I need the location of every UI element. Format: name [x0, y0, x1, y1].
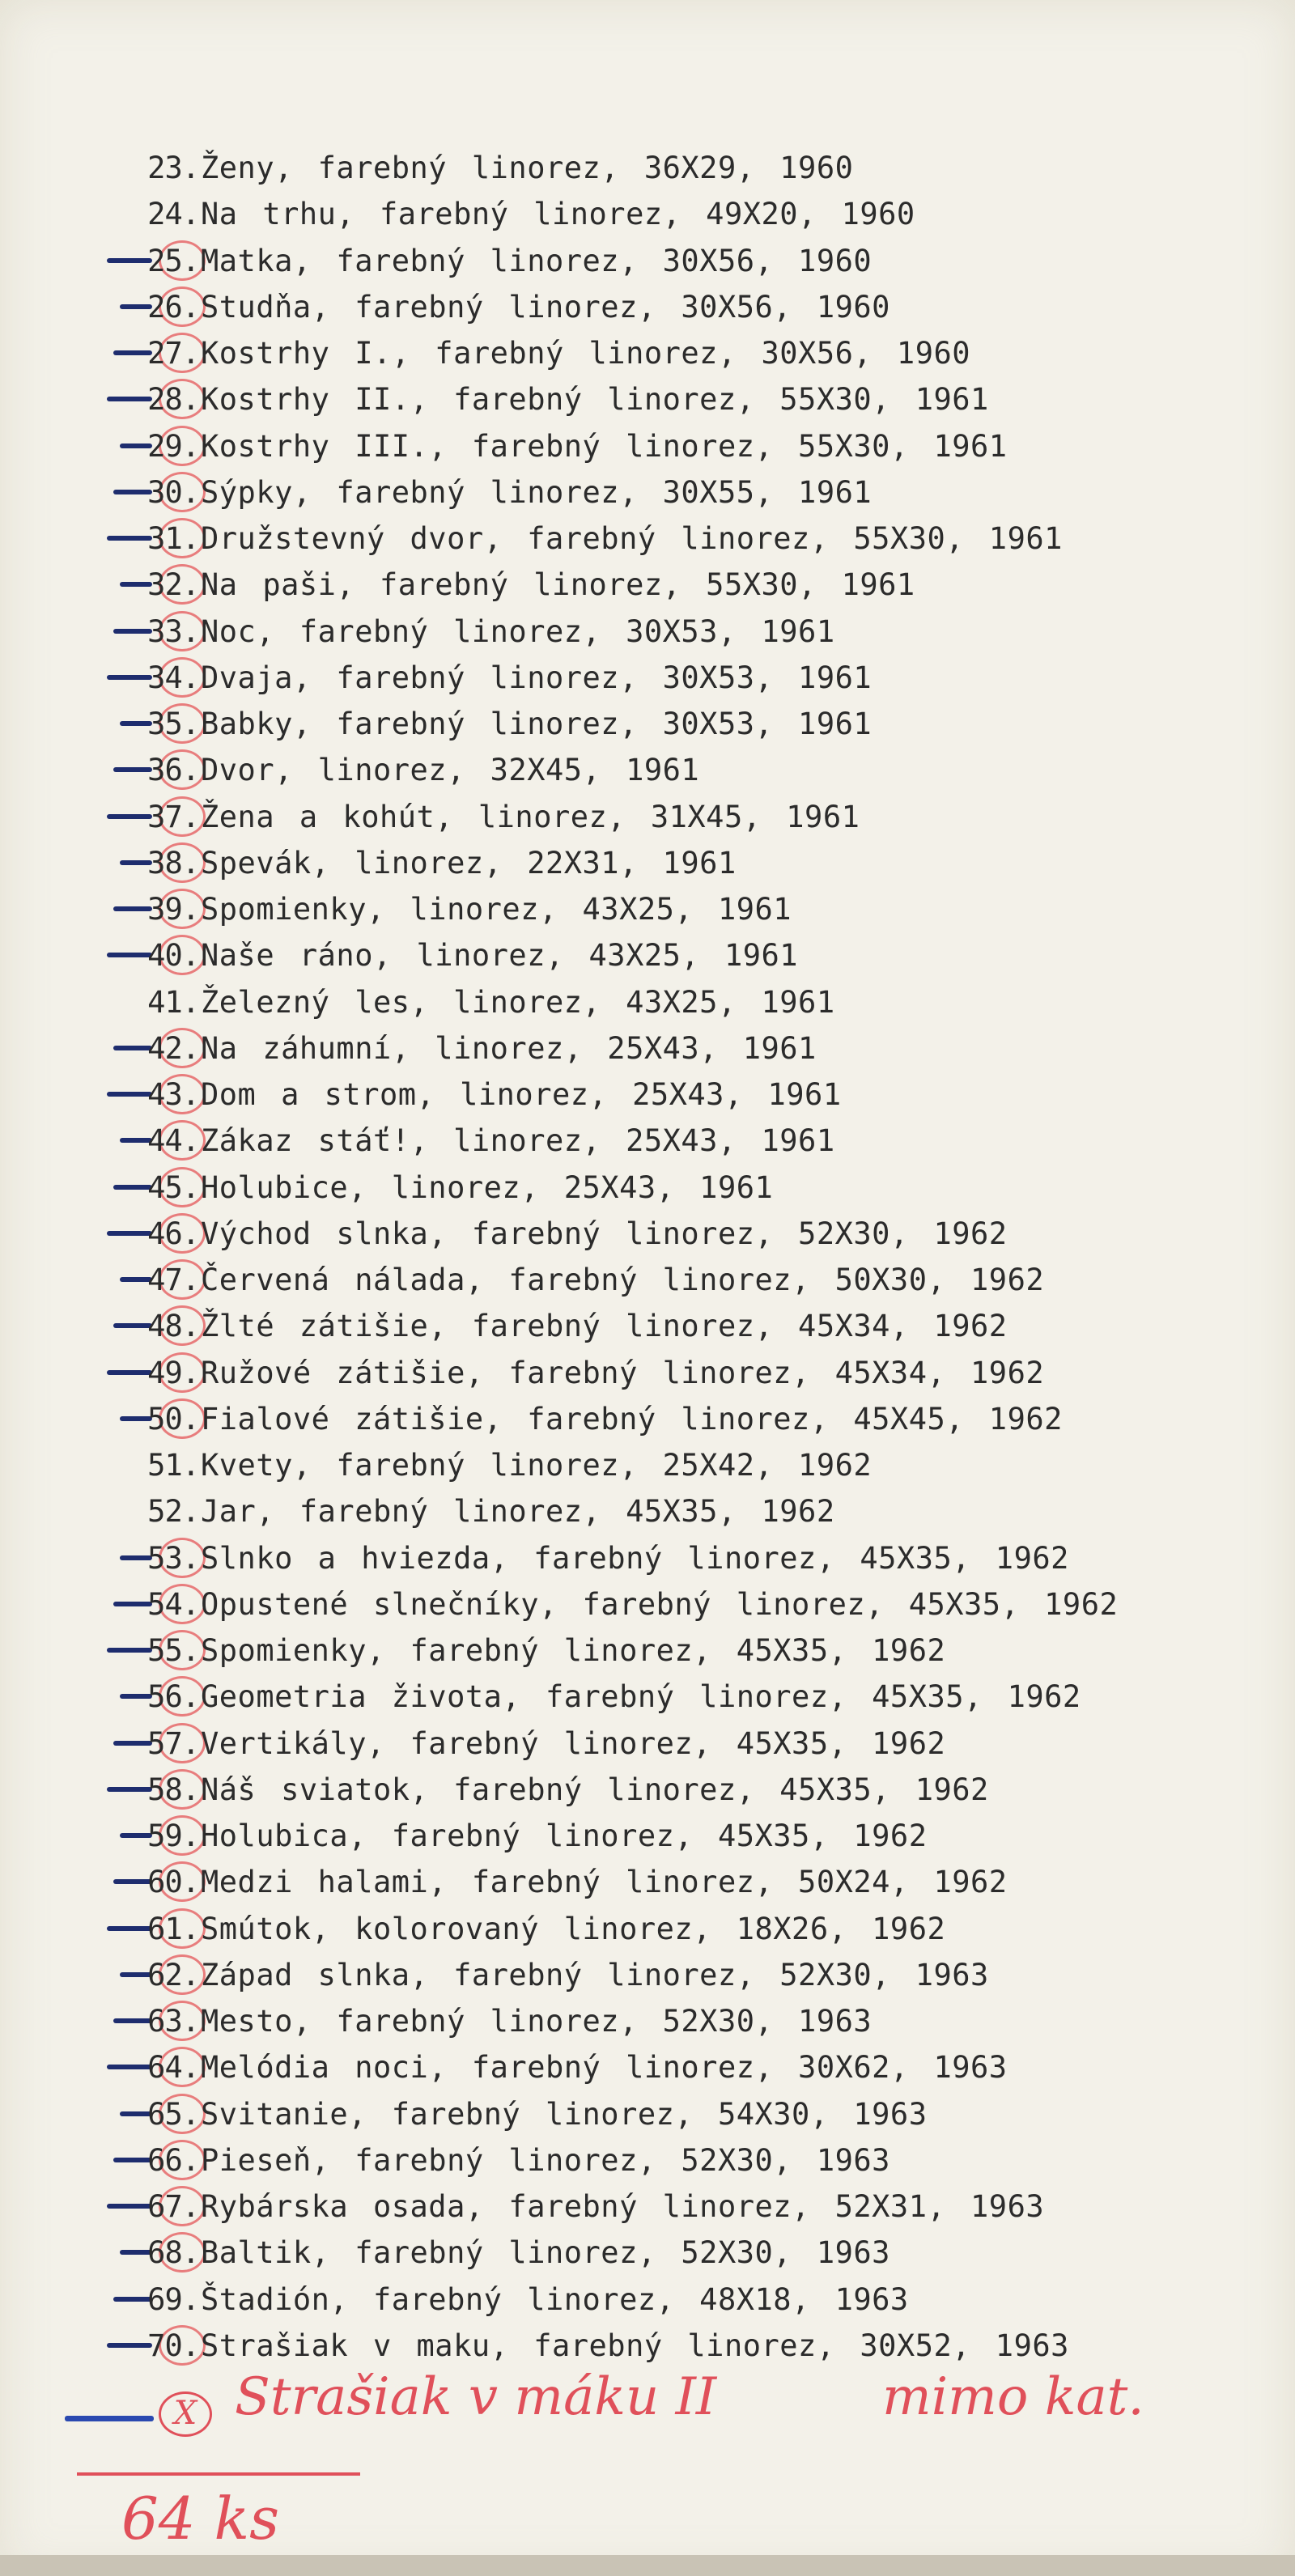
- entry-number: 62.: [147, 1958, 199, 1992]
- entry-number: 66.: [147, 2143, 199, 2178]
- catalog-entry: [0, 1630, 1295, 1675]
- catalog-entry: [0, 982, 1295, 1027]
- entry-text: Dom a strom, linorez, 25X43, 1961: [201, 1077, 842, 1112]
- entry-text: Železný les, linorez, 43X25, 1961: [201, 985, 835, 1020]
- entry-text: Zákaz stáť!, linorez, 25X43, 1961: [201, 1123, 835, 1158]
- catalog-entry: [0, 1305, 1295, 1351]
- entry-text: Studňa, farebný linorez, 30X56, 1960: [201, 290, 890, 325]
- entry-number: 24.: [147, 197, 199, 231]
- entry-number: 25.: [147, 244, 199, 278]
- entry-text: Rybárska osada, farebný linorez, 52X31, 1963: [201, 2189, 1045, 2224]
- catalog-entry: [0, 333, 1295, 378]
- entry-number: 57.: [147, 1726, 199, 1761]
- catalog-entry: [0, 564, 1295, 609]
- handwritten-count: 64 ks: [121, 2485, 280, 2553]
- entry-text: Kostrhy III., farebný linorez, 55X30, 1961: [201, 429, 1008, 464]
- entry-number: 59.: [147, 1818, 199, 1853]
- entry-number: 53.: [147, 1541, 199, 1576]
- entry-text: Fialové zátišie, farebný linorez, 45X45, 1962: [201, 1402, 1063, 1437]
- catalog-entry: [0, 1398, 1295, 1444]
- catalog-entry: [0, 889, 1295, 934]
- entry-number: 47.: [147, 1263, 199, 1297]
- entry-number: 63.: [147, 2004, 199, 2039]
- entry-text: Západ slnka, farebný linorez, 52X30, 1963: [201, 1958, 989, 1992]
- entry-text: Slnko a hviezda, farebný linorez, 45X35, 1962: [201, 1541, 1069, 1576]
- entry-text: Na paši, farebný linorez, 55X30, 1961: [201, 567, 915, 602]
- entry-number: 38.: [147, 846, 199, 881]
- entry-text: Svitanie, farebný linorez, 54X30, 1963: [201, 2097, 928, 2132]
- entry-number: 36.: [147, 753, 199, 787]
- catalog-entry: [0, 472, 1295, 517]
- catalog-entry: [0, 1815, 1295, 1861]
- catalog-entry: [0, 1028, 1295, 1073]
- entry-text: Ženy, farebný linorez, 36X29, 1960: [201, 151, 854, 185]
- handwritten-x-marker: X: [159, 2391, 212, 2437]
- entry-number: 55.: [147, 1633, 199, 1668]
- entry-text: Geometria života, farebný linorez, 45X35, 1962: [201, 1679, 1081, 1714]
- entry-text: Žlté zátišie, farebný linorez, 45X34, 1962: [201, 1309, 1008, 1343]
- entry-text: Holubica, farebný linorez, 45X35, 1962: [201, 1818, 928, 1853]
- catalog-entry: [0, 2047, 1295, 2092]
- entry-text: Matka, farebný linorez, 30X56, 1960: [201, 244, 873, 278]
- red-underline: [77, 2472, 360, 2476]
- entry-number: 43.: [147, 1077, 199, 1112]
- entry-number: 51.: [147, 1448, 199, 1483]
- entry-text: Východ slnka, farebný linorez, 52X30, 1962: [201, 1216, 1008, 1251]
- catalog-entry: [0, 1167, 1295, 1212]
- catalog-entry: [0, 2232, 1295, 2277]
- entry-text: Červená nálada, farebný linorez, 50X30, 1962: [201, 1263, 1045, 1297]
- entry-number: 50.: [147, 1402, 199, 1437]
- entry-text: Kostrhy I., farebný linorez, 30X56, 1960: [201, 336, 971, 371]
- entry-number: 67.: [147, 2189, 199, 2224]
- catalog-entry: [0, 1954, 1295, 2000]
- entry-text: Naše ráno, linorez, 43X25, 1961: [201, 938, 799, 973]
- catalog-entry: [0, 703, 1295, 749]
- entry-text: Náš sviatok, farebný linorez, 45X35, 1962: [201, 1772, 989, 1807]
- entry-text: Žena a kohút, linorez, 31X45, 1961: [201, 800, 860, 834]
- entry-number: 65.: [147, 2097, 199, 2132]
- catalog-entry: [0, 1676, 1295, 1721]
- entry-number: 34.: [147, 660, 199, 695]
- entry-number: 41.: [147, 985, 199, 1020]
- catalog-entry: [0, 240, 1295, 286]
- entry-number: 26.: [147, 290, 199, 325]
- entry-number: 33.: [147, 614, 199, 649]
- catalog-entry: [0, 1213, 1295, 1258]
- entry-number: 44.: [147, 1123, 199, 1158]
- entry-number: 60.: [147, 1865, 199, 1899]
- catalog-entry: [0, 1538, 1295, 1583]
- entry-text: Na záhumní, linorez, 25X43, 1961: [201, 1031, 817, 1066]
- entry-text: Kostrhy II., farebný linorez, 55X30, 1961: [201, 382, 989, 417]
- catalog-entry: [0, 796, 1295, 842]
- catalog-entry: [0, 2094, 1295, 2139]
- catalog-entry: [0, 749, 1295, 795]
- catalog-entry: [0, 426, 1295, 471]
- entry-number: 32.: [147, 567, 199, 602]
- catalog-entry: [0, 611, 1295, 656]
- entry-number: 56.: [147, 1679, 199, 1714]
- entry-number: 30.: [147, 475, 199, 510]
- entry-text: Opustené slnečníky, farebný linorez, 45X35, 1962: [201, 1587, 1119, 1622]
- page-bottom-edge: [0, 2555, 1295, 2576]
- catalog-entry: [0, 2001, 1295, 2046]
- entry-number: 40.: [147, 938, 199, 973]
- entry-number: 64.: [147, 2050, 199, 2085]
- catalog-entry: [0, 518, 1295, 563]
- catalog-entry: [0, 1723, 1295, 1768]
- entry-text: Smútok, kolorovaný linorez, 18X26, 1962: [201, 1912, 946, 1946]
- catalog-entry: [0, 2140, 1295, 2185]
- entry-text: Melódia noci, farebný linorez, 30X62, 1963: [201, 2050, 1008, 2085]
- entry-number: 49.: [147, 1356, 199, 1390]
- entry-text: Vertikály, farebný linorez, 45X35, 1962: [201, 1726, 946, 1761]
- entry-number: 37.: [147, 800, 199, 834]
- entry-text: Spevák, linorez, 22X31, 1961: [201, 846, 737, 881]
- catalog-entry: [0, 1120, 1295, 1165]
- entry-number: 48.: [147, 1309, 199, 1343]
- entry-number: 45.: [147, 1170, 199, 1205]
- entry-text: Ružové zátišie, farebný linorez, 45X34, 1962: [201, 1356, 1045, 1390]
- entry-number: 39.: [147, 892, 199, 927]
- entry-number: 52.: [147, 1494, 199, 1529]
- catalog-entry: [0, 147, 1295, 193]
- entry-number: 35.: [147, 707, 199, 741]
- catalog-entry: [0, 286, 1295, 332]
- handwritten-note: Strašiak v máku II: [235, 2367, 717, 2427]
- entry-text: Baltik, farebný linorez, 52X30, 1963: [201, 2235, 890, 2270]
- entry-text: Jar, farebný linorez, 45X35, 1962: [201, 1494, 835, 1529]
- entry-number: 68.: [147, 2235, 199, 2270]
- catalog-entry: [0, 1769, 1295, 1814]
- entry-number: 23.: [147, 151, 199, 185]
- entry-text: Na trhu, farebný linorez, 49X20, 1960: [201, 197, 915, 231]
- entry-text: Štadión, farebný linorez, 48X18, 1963: [201, 2282, 909, 2317]
- catalog-entry: [0, 842, 1295, 888]
- entry-number: 54.: [147, 1587, 199, 1622]
- entry-number: 69.: [147, 2282, 199, 2317]
- catalog-entry: [0, 2186, 1295, 2231]
- catalog-entry: [0, 379, 1295, 424]
- entry-text: Dvor, linorez, 32X45, 1961: [201, 753, 700, 787]
- handwritten-remark: mimo kat.: [882, 2367, 1144, 2427]
- entry-text: Sýpky, farebný linorez, 30X55, 1961: [201, 475, 873, 510]
- entry-text: Holubice, linorez, 25X43, 1961: [201, 1170, 774, 1205]
- entry-text: Spomienky, linorez, 43X25, 1961: [201, 892, 792, 927]
- catalog-entry: [0, 1584, 1295, 1629]
- entry-number: 29.: [147, 429, 199, 464]
- entry-number: 61.: [147, 1912, 199, 1946]
- catalog-entry: [0, 1861, 1295, 1907]
- blue-pencil-arrow: [65, 2416, 154, 2421]
- entry-text: Spomienky, farebný linorez, 45X35, 1962: [201, 1633, 946, 1668]
- entry-number: 27.: [147, 336, 199, 371]
- entry-number: 46.: [147, 1216, 199, 1251]
- entry-text: Babky, farebný linorez, 30X53, 1961: [201, 707, 873, 741]
- entry-text: Strašiak v maku, farebný linorez, 30X52, 1963: [201, 2328, 1069, 2363]
- entry-number: 58.: [147, 1772, 199, 1807]
- catalog-entry: [0, 1491, 1295, 1536]
- catalog-entry: [0, 2325, 1295, 2370]
- catalog-entry: [0, 193, 1295, 239]
- entry-text: Pieseň, farebný linorez, 52X30, 1963: [201, 2143, 890, 2178]
- catalog-entry: [0, 1074, 1295, 1119]
- entry-text: Dvaja, farebný linorez, 30X53, 1961: [201, 660, 873, 695]
- catalog-entry: [0, 935, 1295, 980]
- entry-number: 70.: [147, 2328, 199, 2363]
- entry-text: Noc, farebný linorez, 30X53, 1961: [201, 614, 835, 649]
- entry-text: Mesto, farebný linorez, 52X30, 1963: [201, 2004, 873, 2039]
- catalog-entry: [0, 1259, 1295, 1305]
- entry-number: 31.: [147, 521, 199, 556]
- entry-text: Kvety, farebný linorez, 25X42, 1962: [201, 1448, 873, 1483]
- entry-text: Družstevný dvor, farebný linorez, 55X30, 1961: [201, 521, 1063, 556]
- entry-number: 42.: [147, 1031, 199, 1066]
- entry-text: Medzi halami, farebný linorez, 50X24, 1962: [201, 1865, 1008, 1899]
- entry-number: 28.: [147, 382, 199, 417]
- catalog-entry: [0, 2279, 1295, 2324]
- catalog-entry: [0, 1445, 1295, 1490]
- catalog-entry: [0, 1352, 1295, 1398]
- catalog-entry: [0, 657, 1295, 702]
- catalog-entry: [0, 1908, 1295, 1954]
